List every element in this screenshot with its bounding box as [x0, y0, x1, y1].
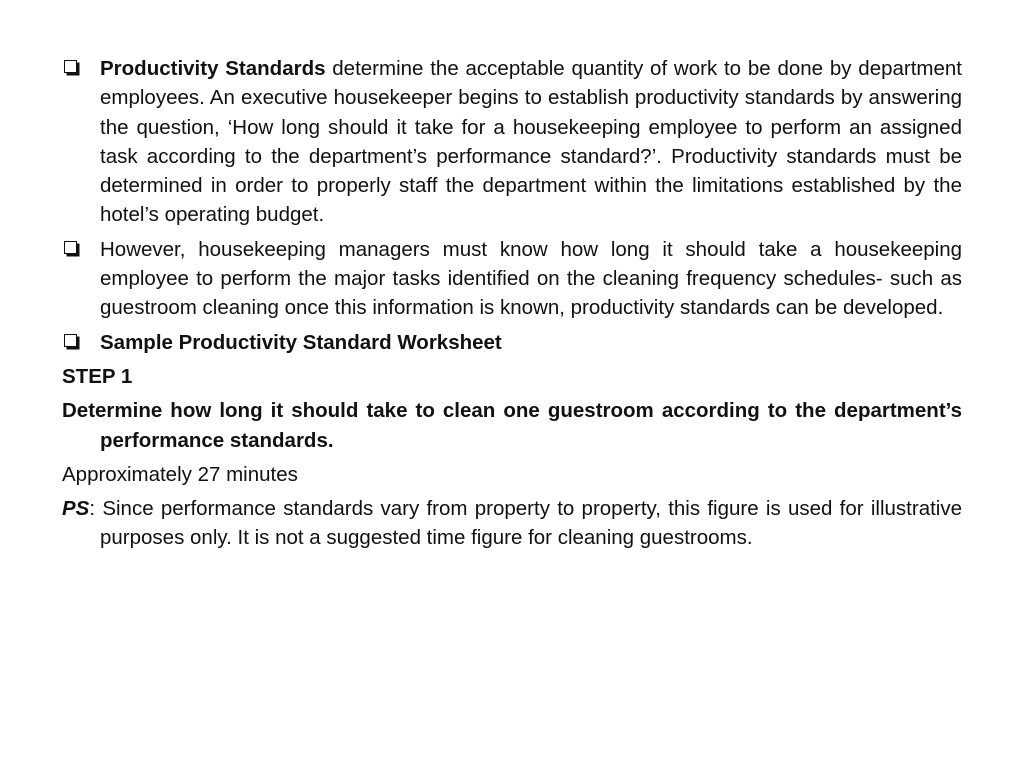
bullet-productivity-standards: [62, 54, 962, 230]
step-answer: Approximately 27 minutes: [62, 462, 298, 486]
bullet-body-text: However, housekeeping managers must know how long it should take a housekeeping employee to perform the major tasks identified on the cleaning frequency schedules- such as guestroom cleaning once this information is known, productivity standards can be developed.: [100, 237, 962, 320]
ps-text: : Since performance standards vary from property to property, this figure is used for illustrative purposes only. It is not a suggested time figure for cleaning guestrooms.: [89, 497, 962, 550]
bullet-lead-text: Sample Productivity Standard Worksheet: [100, 330, 502, 354]
slide-content: [62, 54, 962, 558]
bullet-lead-text: Productivity Standards: [100, 57, 326, 80]
ps-note: [62, 494, 962, 553]
step-heading: STEP 1: [62, 364, 133, 388]
bullet-task-durations: [62, 235, 962, 323]
bullet-sample-worksheet: [62, 328, 962, 357]
step-instruction: Determine how long it should take to clean one guestroom according to the department’s performance standards.: [62, 399, 962, 452]
ps-label: PS: [62, 497, 90, 521]
bullet-body-text: determine the acceptable quantity of work to be done by department employees. An executive housekeeper begins to establish productivity standards by answering the question, ‘How long should it take for a housekeeping employee to perform an assigned task according to the department’s performance standard?’. Productivity standards must be determined in order to properly staff the department within the limitations established by the hotel’s operating budget.: [100, 57, 962, 227]
